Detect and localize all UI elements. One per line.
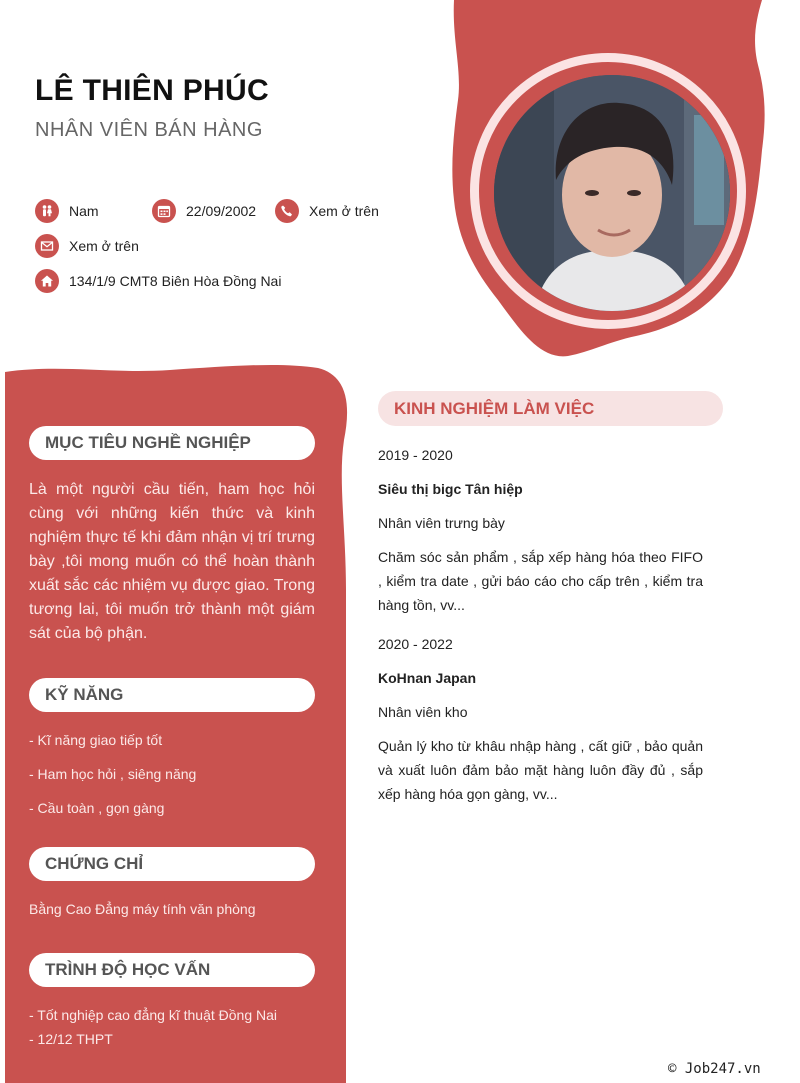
experience-position: Nhân viên kho: [378, 704, 468, 720]
info-gender: [35, 199, 99, 223]
experience-heading: KINH NGHIỆM LÀM VIỆC: [378, 391, 723, 426]
candidate-role: NHÂN VIÊN BÁN HÀNG: [35, 119, 263, 141]
objective-heading: MỤC TIÊU NGHỀ NGHIỆP: [29, 426, 315, 460]
phone-value: Xem ở trên: [309, 203, 379, 219]
education-heading: TRÌNH ĐỘ HỌC VẤN: [29, 953, 315, 987]
info-address: [35, 269, 281, 293]
email-value: Xem ở trên: [69, 238, 139, 254]
info-phone: [275, 199, 379, 223]
experience-description: Quản lý kho từ khâu nhập hàng , cất giữ , bảo quản và xuất luôn đảm bảo mặt hàng luôn đầy đủ , sắp xếp hàng hóa gọn gàng, vv...: [378, 738, 703, 802]
certificate-item: Bằng Cao Đẳng máy tính văn phòng: [29, 901, 256, 917]
gender-value: Nam: [69, 203, 99, 219]
birthday-value: 22/09/2002: [186, 203, 257, 219]
candidate-name: LÊ THIÊN PHÚC: [35, 74, 269, 107]
skill-item: - Cầu toàn , gọn gàng: [29, 800, 165, 816]
experience-period: 2019 - 2020: [378, 447, 453, 463]
info-email: [35, 234, 139, 258]
skills-heading: KỸ NĂNG: [29, 678, 315, 712]
info-birthday: [152, 199, 256, 223]
experience-company: KoHnan Japan: [378, 670, 477, 686]
certificates-heading: CHỨNG CHỈ: [29, 847, 315, 881]
experience-company: Siêu thị bigc Tân hiệp: [378, 481, 523, 497]
home-icon: [35, 269, 59, 293]
experience-description: Chăm sóc sản phẩm , sắp xếp hàng hóa theo FIFO , kiểm tra date , gửi báo cáo cho cấp trên , kiểm tra hàng tồn, vv...: [378, 549, 703, 613]
experience-position: Nhân viên trưng bày: [378, 515, 505, 531]
address-value: 134/1/9 CMT8 Biên Hòa Đồng Nai: [69, 273, 282, 289]
education-item: - 12/12 THPT: [29, 1031, 113, 1047]
calendar-icon: [152, 199, 176, 223]
footer-watermark: © Job247.vn: [668, 1061, 761, 1077]
experience-period: 2020 - 2022: [378, 636, 453, 652]
skill-item: - Kĩ năng giao tiếp tốt: [29, 732, 163, 748]
profile-photo: [494, 75, 730, 311]
gender-icon: [35, 199, 59, 223]
objective-text: Là một người cầu tiến, ham học hỏi cùng với những kiến thức và kinh nghiệm thực tế khi đảm nhận vị trí trưng bày ,tôi mong muốn có thể hoàn thành xuất sắc các nhiệm vụ được giao. Trong tương lai, tôi muốn trở thành một giám sát của bộ phận.: [29, 481, 315, 642]
email-icon: [35, 234, 59, 258]
education-item: - Tốt nghiệp cao đẳng kĩ thuật Đồng Nai: [29, 1007, 278, 1023]
skill-item: - Ham học hỏi , siêng năng: [29, 766, 197, 782]
phone-icon: [275, 199, 299, 223]
